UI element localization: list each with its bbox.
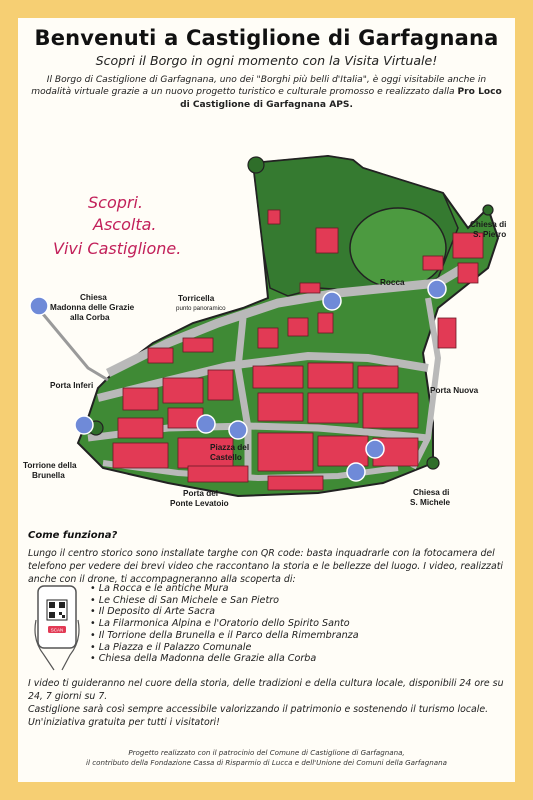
poster [18, 18, 515, 782]
tower-north [248, 157, 264, 173]
intro-text [28, 74, 505, 111]
slogan-line-2: Ascolta. [93, 215, 157, 234]
label-rocca: Rocca [380, 278, 405, 287]
list-item: • Chiesa della Madonna delle Grazie alla Corba [90, 653, 359, 665]
label-porta-ponte-2: Ponte Levatoio [170, 499, 229, 508]
footer-line-2: il contributo della Fondazione Cassa di Risparmio di Lucca e dell'Unione dei Comuni della Garfagnana [86, 758, 447, 768]
list-item: • Le Chiese di San Michele e San Pietro [90, 595, 359, 607]
label-chiesa-pietro-2: S. Pietro [473, 230, 507, 239]
slogan-line-3: Vivi Castiglione. [53, 239, 182, 258]
village-map [18, 138, 515, 518]
list-item: • La Rocca e le antiche Mura [90, 583, 359, 595]
attractions-list [90, 583, 359, 665]
how-heading: Come funziona? [28, 530, 118, 541]
pin-icon-torricella[interactable] [323, 292, 341, 310]
pin-icon-michele[interactable] [347, 463, 365, 481]
list-item: • Il Torrione della Brunella e il Parco della Rimembranza [90, 630, 359, 642]
label-chiesa-madonna-2: Madonna delle Grazie [50, 303, 135, 312]
tower-east [483, 205, 493, 215]
label-chiesa-michele: Chiesa di [413, 488, 450, 497]
label-porta-ponte: Porta del [183, 489, 219, 498]
label-chiesa-madonna-3: alla Corba [70, 313, 110, 322]
pin-icon-piazza[interactable] [229, 421, 247, 439]
label-piazza: Piazza del [210, 443, 250, 452]
label-punto-panoramico: punto panoramico [176, 305, 226, 312]
label-chiesa-michele-2: S. Michele [410, 498, 451, 507]
phone-scan-icon [34, 580, 80, 672]
pin-icon-porta-castello[interactable] [197, 415, 215, 433]
label-porta-inferi: Porta Inferi [50, 381, 94, 390]
pin-icon-madonna[interactable] [30, 297, 48, 315]
how-paragraph-1: Lungo il centro storico sono installate targhe con QR code: basta inquadrarle con la fotocamera del telefono per vedere dei brevi video che raccontano la storia e le bellezze del luogo. I video, realizzati anche con il drone, ti accompagneranno alla scoperta di: [28, 548, 503, 585]
pin-icon-torrione[interactable] [75, 416, 93, 434]
label-torrione: Torrione della [23, 461, 77, 470]
label-porta-nuova: Porta Nuova [430, 386, 479, 395]
footer [18, 748, 515, 768]
label-chiesa-madonna: Chiesa [80, 293, 107, 302]
page-subtitle: Scopri il Borgo in ogni momento con la Visita Virtuale! [95, 53, 438, 68]
list-item: • La Piazza e il Palazzo Comunale [90, 642, 359, 654]
label-piazza-2: Castello [210, 453, 242, 462]
pin-icon-oratorio[interactable] [366, 440, 384, 458]
slogan-line-1: Scopri. [88, 193, 144, 212]
footer-line-1: Progetto realizzato con il patrocinio del Comune di Castiglione di Garfagnana, [128, 748, 405, 758]
tower-south [427, 457, 439, 469]
page-title: Benvenuti a Castiglione di Garfagnana [34, 26, 499, 50]
intro-text-b: Pro Loco di Castiglione di Garfagnana APS. [180, 87, 502, 110]
phone-scan-button: SCAN [50, 627, 64, 633]
how-paragraph-2: I video ti guideranno nel cuore della storia, delle tradizioni e della cultura locale, disponibili 24 ore su 24, 7 giorni su 7. [28, 678, 504, 702]
pin-icon-rocca[interactable] [428, 280, 446, 298]
list-item: • Il Deposito di Arte Sacra [90, 606, 359, 618]
label-chiesa-pietro: Chiesa di [470, 220, 507, 229]
label-torrione-2: Brunella [32, 471, 65, 480]
map-rocca-hill [350, 208, 446, 288]
phone-illustration [34, 580, 80, 672]
intro-text-a: Il Borgo di Castiglione di Garfagnana, uno dei "Borghi più belli d'Italia", è oggi visitabile anche in modalità virtuale grazie a un nuovo progetto turistico e culturale promosso e realizzato dalla [31, 75, 487, 98]
list-item: • La Filarmonica Alpina e l'Oratorio dello Spirito Santo [90, 618, 359, 630]
label-torricella: Torricella [178, 294, 215, 303]
how-paragraph-3: Castiglione sarà così sempre accessibile valorizzando il patrimonio e sostenendo il turismo locale. Un'iniziativa gratuita per tutti i visitatori! [28, 704, 489, 728]
